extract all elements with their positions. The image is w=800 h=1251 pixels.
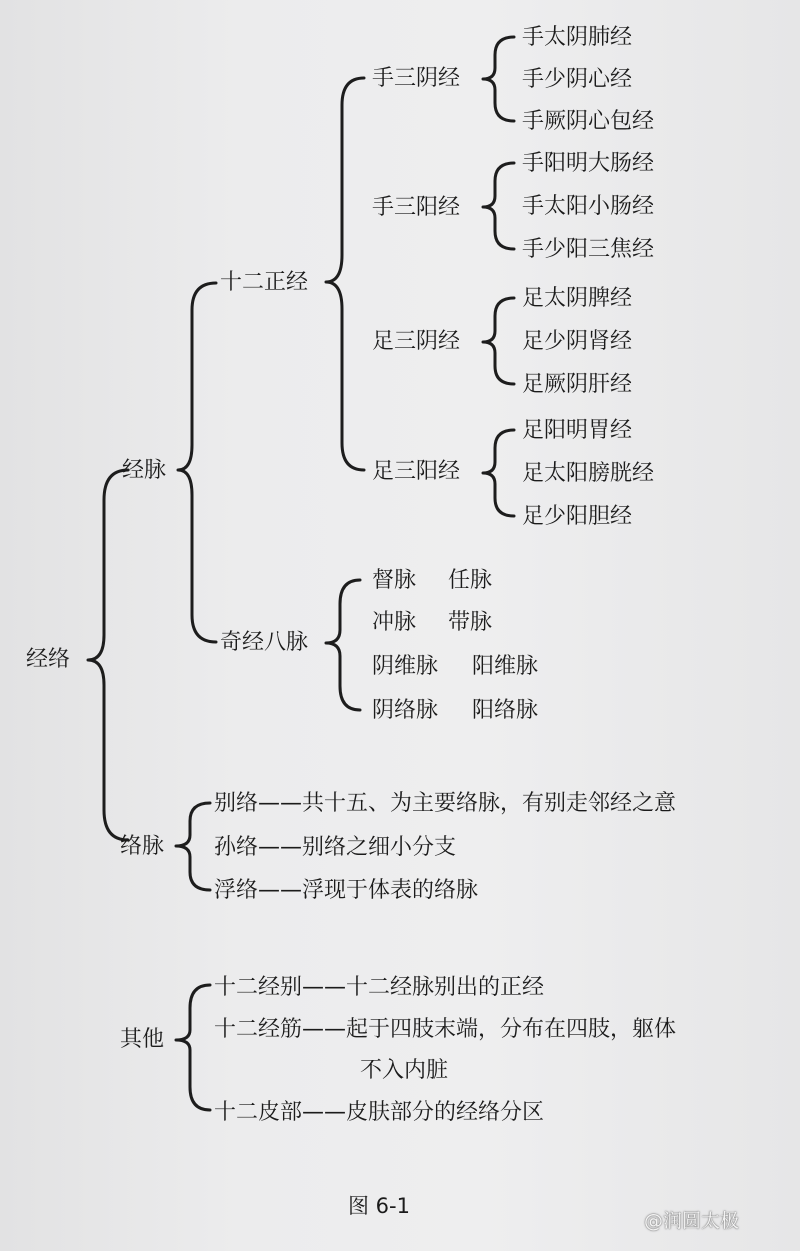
brace-shou-sanyin <box>483 37 514 121</box>
extra-vessel: 阴维脉 <box>372 654 439 679</box>
collateral-item: 浮络——浮现于体表的络脉 <box>214 878 479 903</box>
meridian-item: 足太阳膀胱经 <box>522 461 655 486</box>
extra-vessel: 任脉 <box>448 568 493 593</box>
other-item: 十二皮部——皮肤部分的经络分区 <box>214 1100 545 1125</box>
extra-vessel: 阳络脉 <box>472 698 539 723</box>
node-luomai: 络脉 <box>120 834 165 859</box>
figure-caption: 图 6-1 <box>348 1194 410 1218</box>
group-label: 手三阳经 <box>372 195 461 220</box>
brace-shou-sanyang <box>483 163 514 249</box>
brace-zhengjing <box>326 78 364 470</box>
meridian-item: 手阳明大肠经 <box>522 151 655 176</box>
node-jingmai: 经脉 <box>122 458 167 483</box>
brace-zu-sanyang <box>483 430 514 516</box>
meridian-item: 手少阳三焦经 <box>522 237 655 262</box>
meridian-item: 手太阴肺经 <box>522 25 633 50</box>
group-label: 足三阳经 <box>372 459 461 484</box>
other-item-continuation: 不入内脏 <box>360 1058 449 1083</box>
watermark: @润圆太极 <box>644 1210 740 1232</box>
extra-vessel: 阴络脉 <box>372 698 439 723</box>
meridian-item: 手厥阴心包经 <box>522 109 655 134</box>
group-label: 足三阴经 <box>372 329 461 354</box>
brace-luomai <box>176 803 210 890</box>
meridian-item: 足太阴脾经 <box>522 286 633 311</box>
node-qita: 其他 <box>120 1027 165 1052</box>
meridian-item: 足阳明胃经 <box>522 418 633 443</box>
brace-zu-sanyin <box>483 298 514 384</box>
node-qijing-bamai: 奇经八脉 <box>220 630 309 655</box>
other-item: 十二经筋——起于四肢末端，分布在四肢，躯体 <box>214 1017 677 1042</box>
collateral-item: 孙络——别络之细小分支 <box>214 835 457 860</box>
group-label: 手三阴经 <box>372 66 461 91</box>
collateral-item: 别络——共十五、为主要络脉，有别走邻经之意 <box>214 791 677 816</box>
meridian-item: 足少阴肾经 <box>522 329 633 354</box>
meridian-item: 手太阳小肠经 <box>522 194 655 219</box>
node-shier-zhengjing: 十二正经 <box>220 270 309 295</box>
extra-vessel: 督脉 <box>372 568 417 593</box>
extra-vessel: 冲脉 <box>372 610 417 635</box>
extra-vessel: 带脉 <box>448 610 493 635</box>
node-jingluo: 经络 <box>26 647 71 672</box>
other-item: 十二经别——十二经脉别出的正经 <box>214 975 545 1000</box>
meridian-item: 手少阴心经 <box>522 67 633 92</box>
brace-qijing <box>326 580 360 710</box>
extra-vessel: 阳维脉 <box>472 654 539 679</box>
brace-root <box>88 470 128 840</box>
meridian-item: 足少阳胆经 <box>522 504 633 529</box>
brace-jingmai <box>178 283 216 642</box>
brace-qita <box>176 985 210 1110</box>
meridian-item: 足厥阴肝经 <box>522 372 633 397</box>
